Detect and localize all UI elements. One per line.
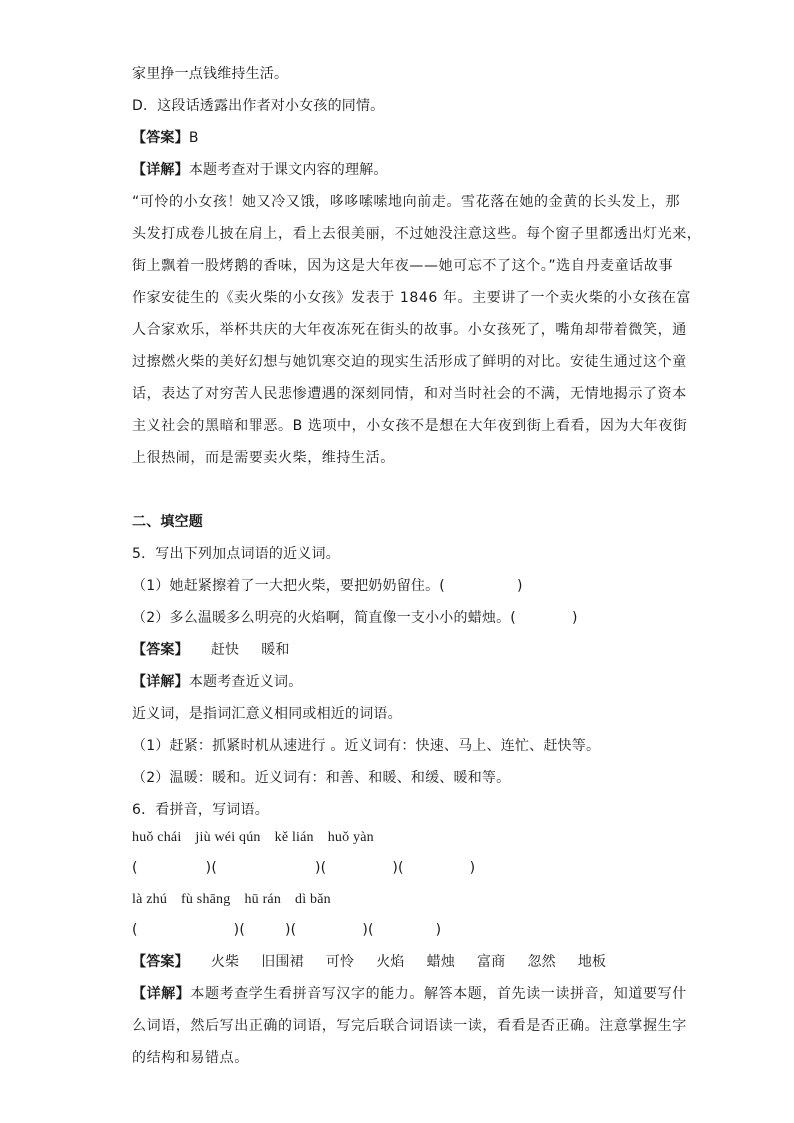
- answer-label: 【答案】: [132, 954, 189, 970]
- q4-detail-line: 话，表达了对穷苦人民悲惨遭遇的深刻同情，和对当时社会的不满，无情地揭示了资本: [132, 386, 687, 402]
- q5-item-1-text: （1）她赶紧擦着了一大把火柴，要把奶奶留住。(: [132, 578, 445, 594]
- q4-detail-line: 主义社会的黑暗和罪恶。B 选项中，小女孩不是想在大年夜到街上看看，因为大年夜街: [132, 418, 688, 434]
- detail-line: 本题考查学生看拼音写汉字的能力。解答本题，首先读一读拼音，知道要写什: [190, 986, 687, 1002]
- q5-item-2-text: （2）多么温暖多么明亮的火焰啊，简直像一支小小的蜡烛。(: [132, 610, 516, 626]
- q4-answer: [132, 128, 199, 148]
- q4-option-d: D．这段话透露出作者对小女孩的同情。: [132, 98, 385, 114]
- pinyin: fù shāng: [181, 892, 231, 907]
- pinyin-row-1: [132, 828, 374, 848]
- answer-word: 忽然: [527, 954, 556, 970]
- q4-prev-line: 家里挣一点钱维持生活。: [132, 66, 289, 82]
- q6-detail: [132, 984, 687, 1004]
- answer-value: B: [188, 130, 199, 146]
- pinyin: dì bǎn: [295, 892, 331, 907]
- q6-detail-line: 的结构和易错点。: [132, 1050, 249, 1066]
- bracket: (: [132, 922, 138, 938]
- pinyin: kě lián: [274, 830, 314, 845]
- detail-label: 【详解】: [132, 986, 191, 1002]
- section-heading: 二、填空题: [132, 514, 203, 530]
- q5-item-1: [132, 576, 523, 596]
- answer-word: 富商: [477, 954, 506, 970]
- q5-explanation-2: （2）温暖：暖和。近义词有：和善、和暖、和缓、暖和等。: [132, 770, 511, 786]
- answer-word: 火焰: [376, 954, 405, 970]
- q6-answer: [132, 952, 606, 972]
- answer-word: 赶快: [210, 642, 240, 658]
- bracket: )(: [233, 922, 245, 938]
- bracket: )(: [205, 860, 217, 876]
- answer-word: 蜡烛: [426, 954, 456, 970]
- bracket: ): [469, 860, 476, 876]
- q4-detail-line: 街上飘着一股烤鹅的香味，因为这是大年夜——她可忘不了这个。”选自丹麦童话故事: [132, 258, 674, 274]
- q5-answer: [132, 640, 290, 660]
- pinyin-row-2: [132, 890, 331, 910]
- q5-title: 5．写出下列加点词语的近义词。: [132, 546, 340, 562]
- q4-detail-line: 作家安徒生的《卖火柴的小女孩》发表于 1846 年。主要讲了一个卖火柴的小女孩在富: [132, 290, 692, 306]
- q4-detail: [132, 160, 388, 180]
- answer-word: 可怜: [325, 954, 355, 970]
- detail-label: 【详解】: [132, 162, 189, 178]
- blank-close: ): [516, 578, 523, 594]
- pinyin: huǒ yàn: [327, 830, 374, 845]
- q4-detail-line: 上很热闹，而是需要卖火柴，维持生活。: [132, 450, 395, 466]
- pinyin: là zhú: [132, 892, 168, 907]
- answer-label: 【答案】: [132, 130, 189, 146]
- bracket: (: [132, 860, 138, 876]
- detail-label: 【详解】: [132, 674, 189, 690]
- blank-row-2: [132, 920, 441, 940]
- q6-detail-line: 么词语，然后写出正确的词语，写完后联合词语读一读，看看是否正确。注意掌握生字: [132, 1018, 687, 1034]
- q4-detail-line: 头发打成卷儿披在肩上，看上去很美丽，不过她没注意这些。每个窗子里都透出灯光来，: [132, 226, 702, 242]
- detail-intro: 本题考查对于课文内容的理解。: [188, 162, 388, 178]
- pinyin: huǒ chái: [132, 830, 182, 845]
- bracket: )(: [285, 922, 297, 938]
- answer-word: 暖和: [261, 642, 290, 658]
- answer-label: 【答案】: [132, 642, 189, 658]
- q5-detail: [132, 672, 302, 692]
- bracket: )(: [392, 860, 404, 876]
- answer-word: 地板: [577, 954, 607, 970]
- q4-detail-line: “可怜的小女孩！她又冷又饿，哆哆嗦嗦地向前走。雪花落在她的金黄的长头发上，那: [132, 194, 681, 210]
- blank-close: ): [571, 610, 578, 626]
- bracket: )(: [362, 922, 374, 938]
- q5-item-2: [132, 608, 578, 628]
- blank-row-1: [132, 858, 475, 878]
- q5-definition: 近义词，是指词汇意义相同或相近的词语。: [132, 706, 402, 722]
- q5-explanation-1: （1）赶紧：抓紧时机从速进行 。近义词有：快速、马上、连忙、赶快等。: [132, 738, 601, 754]
- q4-detail-line: 过擦燃火柴的美好幻想与她饥寒交迫的现实生活形成了鲜明的对比。安徒生通过这个童: [132, 354, 687, 370]
- pinyin: hū rán: [244, 892, 282, 907]
- answer-word: 旧围裙: [261, 954, 304, 970]
- q6-title: 6．看拼音，写词语。: [132, 802, 269, 818]
- pinyin: jiù wéi qún: [195, 830, 261, 845]
- bracket: ): [435, 922, 442, 938]
- bracket: )(: [315, 860, 327, 876]
- answer-word: 火柴: [210, 954, 240, 970]
- q4-detail-line: 人合家欢乐，举杯共庆的大年夜冻死在街头的故事。小女孩死了，嘴角却带着微笑，通: [132, 322, 687, 338]
- detail-intro: 本题考查近义词。: [188, 674, 303, 690]
